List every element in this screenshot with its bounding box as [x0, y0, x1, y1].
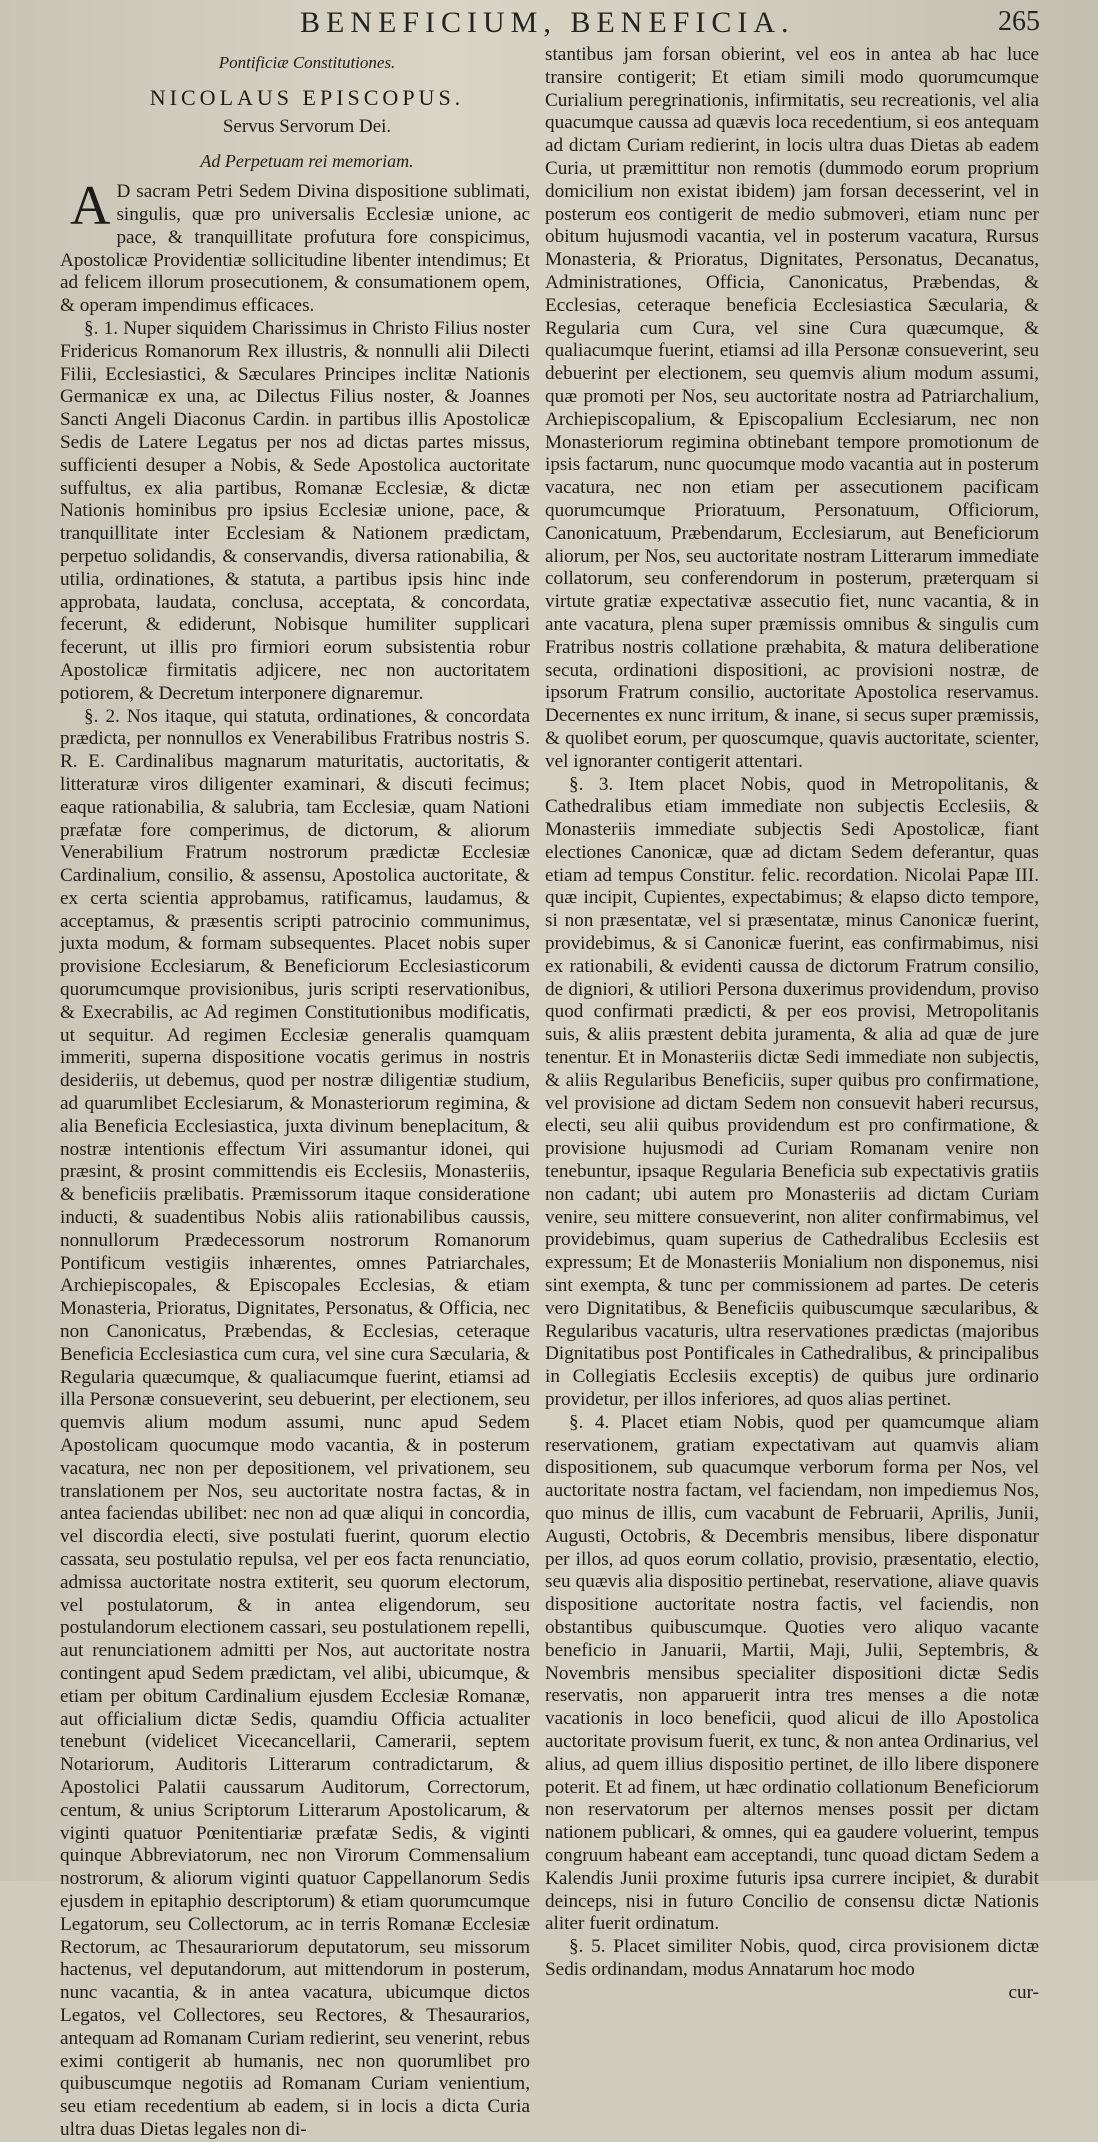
page-header [0, 0, 1098, 44]
section-4: §. 4. Placet etiam Nobis, quod per quamcumque aliam reservationem, gratiam expectativam aut quamvis aliam dispositionem, sub quacumque verborum forma per Nos, vel auctoritate nostra factam, vel faciendam, non impediemus Nos, quo minus de illis, cum vacabunt de Februarii, Aprilis, Junii, Augusti, Octobris, & Decembris mensibus, libere disponatur per illos, ad quos eorum collatio, provisio, præsentatio, electio, seu quævis alia dispositio pertinebat, reservatione, aliave quavis dispositione auctoritate nostra factis, vel faciendis, non obstantibus quibuscumque. Quoties vero aliquo vacante beneficio in Januarii, Martii, Maji, Julii, Septembris, & Novembris mensibus specialiter dispositioni dictæ Sedis reservatis, non apparuerit intra tres menses a die notæ vacationis in loco beneficii, quod alicui de illo Apostolica auctoritate provisum fuerit, ex tunc, & non antea Ordinarius, vel alius, ad quem illius dispositio pertinet, de illo libere disponere poterit. Et ad finem, ut hæc ordinatio collationum Beneficiorum non reservatorum per alternos menses possit per dictam nationem publicari, & omnes, qui ea gaudere voluerint, tempus congruum habeant eam acceptandi, tunc quoad dictam Sedem a Kalendis Junii proxime futuris ipsa currere incipiet, & durabit deinceps, nisi in futuro Concilio de consensu dictæ Nationis aliter fuerit ordinatum. [545, 1411, 1039, 1935]
section-2: §. 2. Nos itaque, qui statuta, ordinationes, & concordata prædicta, per nonnullos ex Venerabilibus Fratribus nostris S. R. E. Cardinalibus magnarum maturitatis, auctoritatis, & litteraturæ viros diligenter examinari, & discuti fecimus; eaque rationabilia, & salubria, tam Ecclesiæ, quam Nationi præfatæ fore comperimus, de dictorum, & aliorum Venerabilium Fratrum nostrorum prædictæ Ecclesiæ Cardinalium, consilio, & assensu, Apostolica auctoritate, & ex certa scientia approbamus, ratificamus, laudamus, & acceptamus, & præsentis scripti patrocinio communimus, juxta modum, & formam subsequentes. Placet nobis super provisione Ecclesiarum, & Beneficiorum Ecclesiasticorum quorumcumque provisionibus, juris scripti reservationibus, & Execrabilis, ac Ad regimen Constitutionibus modificatis, ut sequitur. Ad regimen Ecclesiæ generalis quamquam immeriti, superna dispositione vocatis gerimus in nostris desideriis, ut debemus, quod per nostræ diligentiæ studium, ad quarumlibet Ecclesiarum, & Monasteriorum regimina, & alia Beneficia Ecclesiastica, juxta divinum beneplacitum, & nostræ intentionis effectum Viri assumantur idonei, qui præsint, & prosint committendis eis Ecclesiis, Monasteriis, & beneficiis prælibatis. Præmissorum itaque consideratione inducti, & suadentibus Nobis aliis rationabilibus caussis, nonnullorum Prædecessorum nostrorum Romanorum Pontificum vestigiis inhærentes, omnes Patriarchales, Archiepiscopales, & Episcopales Ecclesias, & etiam Monasteria, Prioratus, Dignitates, Personatus, & Officia, nec non Canonicatus, Præbendas, & Ecclesias, ceteraque Beneficia Ecclesiastica cum cura, vel sine cura Sæcularia, & Regularia quæcumque, & qualiacumque fuerint, etiamsi ad illa Personæ consueverint, seu debuerint, per electionem, seu quemvis alium modum assumi, nunc apud Sedem Apostolicam quocumque modo vacantia, & in posterum vacatura, nec non per depositionem, vel privationem, seu translationem per Nos, seu auctoritate nostra factas, & in antea faciendas ubilibet: nec non ad quæ aliqui in concordia, vel discordia electi, sive postulati fuerint, quorum electio cassata, seu postulatio repulsa, vel per eos facta renunciatio, admissa auctoritate nostra extiterit, seu quorum electorum, vel postulatorum, & in antea eligendorum, seu postulandorum electionem cassari, seu postulationem repelli, aut renunciationem admitti per Nos, aut auctoritate nostra contingent apud Sedem prædictam, vel alibi, ubicumque, & etiam per obitum Cardinalium ejusdem Ecclesiæ Romanæ, aut officialium dictæ Sedis, quamdiu Officia actualiter tenebunt (videlicet Vicecancellarii, Camerarii, septem Notariorum, Auditoris Litterarum contradictarum, & Apostolici Palatii caussarum Auditorum, Correctorum, centum, & unius Scriptorum Litterarum Apostolicarum, & viginti quatuor Pœnitentiariæ præfatæ Sedis, & viginti quinque Abbreviatorum, nec non Virorum Commensalium nostrorum, & aliorum viginti quatuor Cappellanorum Sedis ejusdem in epitaphio descriptorum) & etiam quorumcumque Legatorum, seu Collectorum, ac in terris Romanæ Ecclesiæ Rectorum, ac Thesaurariorum deputatorum, seu missorum hactenus, vel deputandorum, aut mittendorum in posterum, nunc vacantia, & in antea vacatura, ubicumque dictos Legatos, vel Collectores, seu Rectores, & Thesaurarios, antequam ad Romanam Curiam redierint, seu venerint, rebus eximi contigerit ab humanis, nec non quorumlibet pro quibuscumque negotiis ad Romanam Curiam venientium, seu etiam recedentium ab eadem, si in locis a dicta Curia ultra duas Dietas legales non di- [60, 705, 530, 2140]
section-2-continued: stantibus jam forsan obierint, vel eos in antea ab hac luce transire contigerit; Et etiam simili modo quorumcumque Curialium peregrinationis, infirmitatis, seu recreationis, vel alia quacumque caussa ad quævis loca recedentium, si eos antequam ad dictam Curiam redierint, in locis ultra duas Dietas ab eadem Curia, ut præmittitur non remotis (dummodo eorum proprium domicilium non existat ibidem) jam forsan decesserint, vel in posterum eos contigerit de medio submoveri, etiam nunc per obitum hujusmodi vacantia, vel in posterum vacatura, Rursus Monasteria, & Prioratus, Dignitates, Personatus, Decanatus, Administrationes, Officia, Canonicatus, Præbendas, & Ecclesias, ceteraque beneficia Ecclesiastica Sæcularia, & Regularia cum Cura, vel sine Cura quæcumque, & qualiacumque fuerint, etiamsi ad illa Personæ consueverint, seu debuerint per electionem, seu quemvis alium modum assumi, quæ promoti per Nos, seu auctoritate nostra ad Patriarchalium, Archiepiscopalium, & Episcopalium Ecclesiarum, nec non Monasteriorum regimina obtinebant tempore promotionum de ipsis factarum, nunc quocumque modo vacantia aut in posterum vacatura, nec non etiam per assecutionem pacificam quorumcumque Prioratuum, Personatuum, Officiorum, Canonicatuum, Præbendarum, Ecclesiarum, aut Beneficiorum aliorum, per Nos, seu auctoritate nostram Litterarum immediate collatorum, seu conferendorum in posterum, præterquam si virtute gratiæ expectativæ assecutio fiet, nunc vacantia, & in ante vacatura, plena super præmissis omnibus & singulis cum Fratribus nostris collatione præhabita, & matura deliberatione secuta, ordinationi dispositioni, ac provisioni nostræ, de ipsorum Fratrum consilio, auctoritate Apostolica reservamus. Decernentes ex nunc irritum, & inane, si secus super præmissis, & quolibet eorum, per quoscumque, quavis auctoritate, scienter, vel ignoranter contigerit attentari. [545, 44, 1039, 772]
catchword: cur- [1008, 1981, 1039, 2003]
section-5: §. 5. Placet similiter Nobis, quod, circa provisionem dictæ Sedis ordinandam, modus Annatarum hoc modo [545, 1936, 1039, 1980]
drop-cap: A [70, 175, 111, 238]
running-head: BENEFICIUM, BENEFICIA. [300, 6, 795, 39]
section-3: §. 3. Item placet Nobis, quod in Metropolitanis, & Cathedralibus etiam immediate non subjectis Ecclesiis, & Monasteriis immediate subjectis Sedi Apostolicæ, fiant electiones Canonicæ, quæ ad dictam Sedem deferantur, quas etiam ad tempus Constitur. felic. recordation. Nicolai Papæ III. quæ incipit, Cupientes, expectabimus; & elapso dicto tempore, si non præsentatæ, vel si præsentatæ, minus Canonicæ fuerint, providebimus, & si Canonicæ fuerint, eas confirmabimus, nisi ex rationabili, & evidenti caussa de dictorum Fratrum consilio, de digniori, & utiliori Persona duxerimus providendum, proviso quod confirmati prædicti, & per eos provisi, Metropolitanis suis, & aliis præstent debita juramenta, & alia ad quæ de jure tenentur. Et in Monasteriis dictæ Sedi immediate non subjectis, & aliis Regularibus Beneficiis, super quibus pro confirmatione, vel provisione ad dictam Sedem non consuevit haberi recursus, electi, seu alii quibus providendum est pro confirmatione, & provisione hujusmodi ad Curiam Romanam venire non tenebuntur, ipsaque Regularia Beneficia sub expectativis gratiis non cadant; ubi autem pro Monasteriis ad dictam Curiam venire, seu mittere consueverint, non aliter confirmabimus, vel providebimus, quam superius de Cathedralibus Ecclesiis est expressum; Et de Monasteriis Monialium non disponemus, nisi sint exempta, & tunc per commissionem ad partes. De ceteris vero Dignitatibus, & Beneficiis quibuscumque sæcularibus, & Regularibus vacaturis, ultra reservationes prædictas (majoribus Dignitatibus post Pontificales in Cathedralibus, & principalibus in Collegiatis Ecclesiis exceptis) de quibus jure ordinario providetur, per illos inferiores, ad quos alias pertinet. [545, 773, 1039, 1411]
intro-text: D sacram Petri Sedem Divina dispositione sublimati, singulis, quæ pro universalis Ecclesiæ unione, ac pace, & tranquillitate profutura fore conspicimus, Apostolicæ Providentiæ sollicitudine libenter intendimus; Et ad felicem illorum prosecutionem, & consumationem opem, & operam impendimus efficaces. [60, 181, 530, 317]
servus-servorum: Servus Servorum Dei. [222, 115, 392, 137]
section-1: §. 1. Nuper siquidem Charissimus in Christo Filius noster Fridericus Romanorum Rex illustris, & nonnulli alii Dilecti Filii, Ecclesiastici, & Sæculares Principes inclitæ Nationis Germanicæ ex una, ac Dilectus Filius noster, & Joannes Sancti Angeli Diaconus Cardin. in partibus illis Apostolicæ Sedis de Latere Legatus per nos ad dictas partes missus, sufficienti desuper a Nobis, & Sede Apostolica auctoritate suffultus, ex alia partibus, Romanæ Ecclesiæ, & dictæ Nationis hominibus pro ipsius Ecclesiæ unione, pace, & tranquillitate inter Ecclesiam & Nationem prædictam, perpetuo solidandis, & conservandis, diversa rationabilia, & utilia, ordinationes, & statuta, a partibus ipsis hinc inde approbata, laudata, conclusa, acceptata, & concordata, fecerunt, & ediderunt, Nobisque humiliter supplicari fecerunt, ut illis pro firmiori eorum subsistentia robur Apostolicæ firmitatis adjicere, nec non auctoritatem potiorem, & Decretum interponere dignaremur. [60, 317, 530, 704]
page-number: 265 [998, 6, 1040, 37]
intro-paragraph [60, 175, 530, 318]
right-column [545, 44, 1039, 2003]
left-column [60, 44, 530, 2140]
perpetuam-memoriam: Ad Perpetuam rei memoriam. [200, 151, 414, 172]
section-subheading: Pontificiæ Constitutiones. [218, 53, 396, 72]
bishop-title: NICOLAUS EPISCOPUS. [149, 84, 465, 110]
